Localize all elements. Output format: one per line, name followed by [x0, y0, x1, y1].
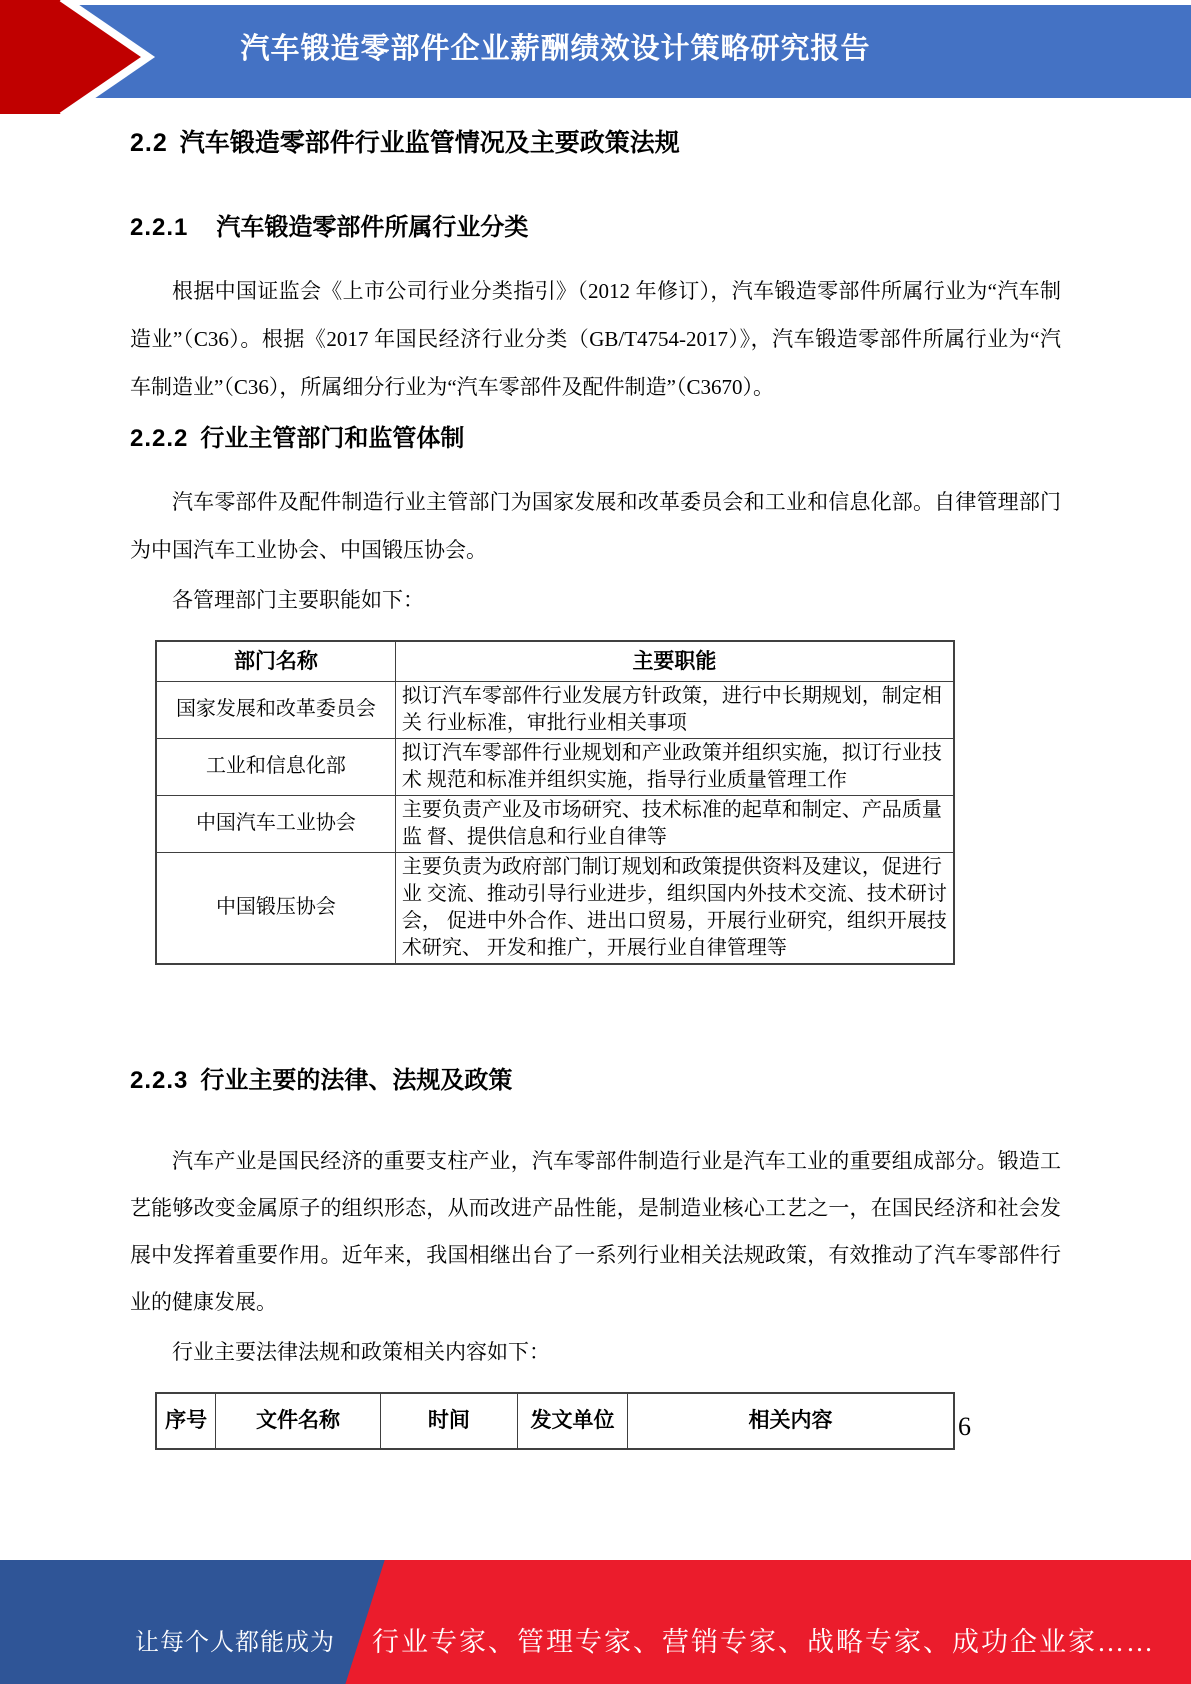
dept-name-header: 部门名称: [156, 641, 395, 681]
dept-name-cell: 国家发展和改革委员会: [156, 681, 395, 738]
section-title: 汽车锻造零部件所属行业分类: [216, 214, 529, 241]
table-row: [156, 852, 954, 964]
section-number: 2.2.2: [130, 425, 189, 452]
dept-duty-cell: 拟订汽车零部件行业发展方针政策，进行中长期规划，制定相关 行业标准，审批行业相关事项: [395, 681, 954, 738]
section-title: 汽车锻造零部件行业监管情况及主要政策法规: [179, 129, 680, 157]
regulators-paragraph: 汽车零部件及配件制造行业主管部门为国家发展和改革委员会和工业和信息化部。自律管理部门为中国汽车工业协会、中国锻压协会。: [130, 490, 1061, 562]
section-number: 2.2.3: [130, 1066, 189, 1094]
policy-table: [155, 1392, 955, 1450]
table-row: [156, 738, 954, 795]
table-header-row: [156, 1393, 954, 1449]
page-number: 6: [958, 1412, 971, 1441]
section-title: 行业主要的法律、法规及政策: [200, 1066, 513, 1094]
dept-duty-cell: 拟订汽车零部件行业规划和产业政策并组织实施，拟订行业技术 规范和标准并组织实施，指导行业质量管理工作: [395, 738, 954, 795]
policy-table-intro: 行业主要法律法规和政策相关内容如下：: [172, 1339, 550, 1364]
section-number: 2.2: [130, 129, 168, 157]
policy-overview-paragraph: 汽车产业是国民经济的重要支柱产业，汽车零部件制造行业是汽车工业的重要组成部分。锻造工艺能够改变金属原子的组织形态，从而改进产品性能，是制造业核心工艺之一，在国民经济和社会发展中发挥着重要作用。近年来，我国相继出台了一系列行业相关法规政策，有效推动了汽车零部件行业的健康发展。: [130, 1148, 1061, 1314]
dept-duty-cell: 主要负责为政府部门制订规划和政策提供资料及建议，促进行业 交流、推动引导行业进步，组织国内外技术交流、技术研讨会， 促进中外合作、进出口贸易，开展行业研究，组织开展技术研究、 开发和推广，开展行业自律管理等: [395, 852, 954, 964]
table-header-row: [156, 641, 954, 681]
page-footer: [0, 1560, 1191, 1684]
policy-rel-header: 相关内容: [628, 1393, 954, 1449]
dept-name-cell: 中国汽车工业协会: [156, 795, 395, 852]
policy-no-header: 序号: [156, 1393, 216, 1449]
dept-duty-header: 主要职能: [395, 641, 954, 681]
report-title: 汽车锻造零部件企业薪酬绩效设计策略研究报告: [240, 33, 871, 65]
table-row: [156, 681, 954, 738]
footer-slogan-right: 行业专家、管理专家、营销专家、战略专家、成功企业家……: [372, 1627, 1155, 1657]
page-content: [0, 127, 1191, 1450]
section-title: 行业主管部门和监管体制: [200, 425, 465, 452]
section-2-2-2-heading: [130, 423, 1061, 454]
policy-org-header: 发文单位: [517, 1393, 627, 1449]
section-2-2-1-heading: [130, 212, 1061, 243]
page-header: [0, 0, 1191, 105]
section-number: 2.2.1: [130, 214, 189, 241]
dept-table-intro: 各管理部门主要职能如下：: [172, 588, 424, 612]
dept-name-cell: 中国锻压协会: [156, 852, 395, 964]
policy-time-header: 时间: [380, 1393, 517, 1449]
industry-classification-paragraph: 根据中国证监会《上市公司行业分类指引》（2012 年修订），汽车锻造零部件所属行业为“汽车制造业”（C36）。根据《2017 年国民经济行业分类（GB/T4754-2017）》，汽车锻造零部件所属行业为“汽车制造业”（C36），所属细分行业为“汽车零部件及配件制造”（C3670）。: [130, 279, 1061, 399]
table-row: [156, 795, 954, 852]
dept-duty-table: [155, 640, 955, 965]
footer-slogan-left: 让每个人都能成为: [135, 1630, 335, 1656]
dept-name-cell: 工业和信息化部: [156, 738, 395, 795]
dept-duty-cell: 主要负责产业及市场研究、技术标准的起草和制定、产品质量监 督、提供信息和行业自律等: [395, 795, 954, 852]
policy-doc-header: 文件名称: [216, 1393, 380, 1449]
section-2-2-3-heading: [130, 1065, 1061, 1096]
section-2-2-heading: [130, 127, 1061, 160]
